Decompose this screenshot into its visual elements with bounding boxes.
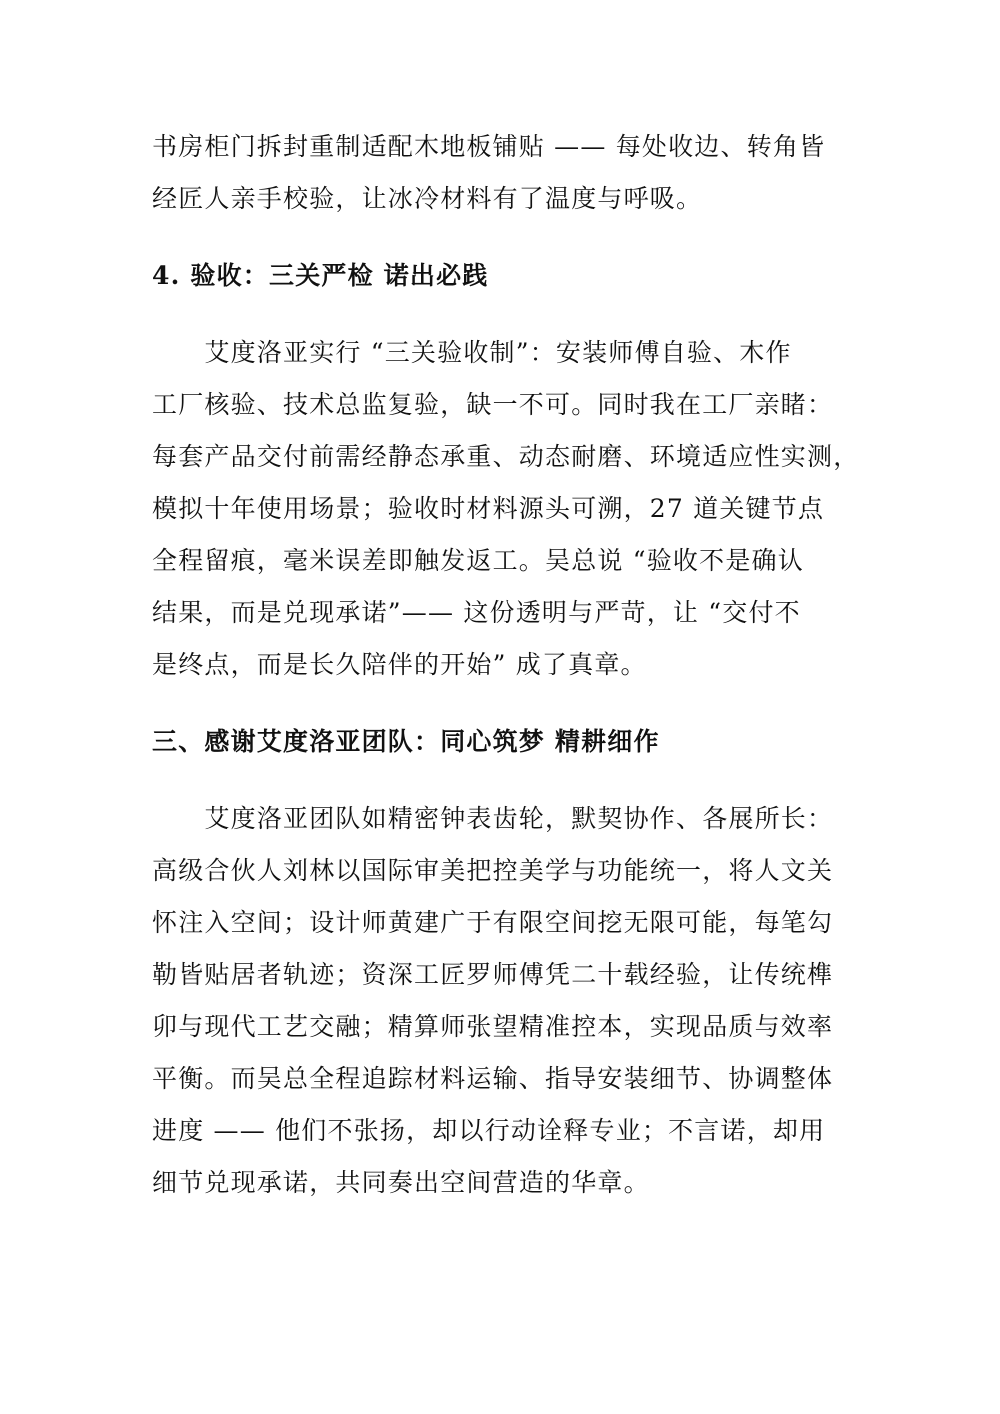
paragraph-line: 全程留痕，毫米误差即触发返工。吴总说 “验收不是确认 <box>152 546 804 575</box>
paragraph-line: 平衡。而吴总全程追踪材料运输、指导安装细节、协调整体 <box>152 1064 834 1093</box>
paragraph-line: 是终点，而是长久陪伴的开始” 成了真章。 <box>152 650 647 679</box>
paragraph-line: 每套产品交付前需经静态承重、动态耐磨、环境适应性实测， <box>152 442 860 471</box>
paragraph-line: 结果，而是兑现承诺”—— 这份透明与严苛，让 “交付不 <box>152 598 801 627</box>
paragraph-line: 模拟十年使用场景；验收时材料源头可溯，27 道关键节点 <box>152 494 825 523</box>
paragraph-line: 艾度洛亚实行 “三关验收制”：安装师傅自验、木作 <box>152 338 792 367</box>
section-heading-acceptance: 4. 验收：三关严检 诺出必践 <box>152 261 489 290</box>
paragraph-line: 怀注入空间；设计师黄建广于有限空间挖无限可能，每笔勾 <box>152 908 834 937</box>
paragraph-line: 卯与现代工艺交融；精算师张望精准控本，实现品质与效率 <box>152 1012 834 1041</box>
paragraph-line: 书房柜门拆封重制适配木地板铺贴 —— 每处收边、转角皆 <box>152 132 826 161</box>
paragraph-line: 艾度洛亚团队如精密钟表齿轮，默契协作、各展所长： <box>152 804 834 833</box>
paragraph-line: 进度 —— 他们不张扬，却以行动诠释专业；不言诺，却用 <box>152 1116 826 1145</box>
paragraph-line: 工厂核验、技术总监复验，缺一不可。同时我在工厂亲睹： <box>152 390 834 419</box>
paragraph-line: 高级合伙人刘林以国际审美把控美学与功能统一，将人文关 <box>152 856 834 885</box>
section-heading-thanks-team: 三、感谢艾度洛亚团队：同心筑梦 精耕细作 <box>152 727 660 756</box>
paragraph-line: 勒皆贴居者轨迹；资深工匠罗师傅凭二十载经验，让传统榫 <box>152 960 834 989</box>
paragraph-line: 经匠人亲手校验，让冰冷材料有了温度与呼吸。 <box>152 184 703 213</box>
paragraph-line: 细节兑现承诺，共同奏出空间营造的华章。 <box>152 1168 650 1197</box>
